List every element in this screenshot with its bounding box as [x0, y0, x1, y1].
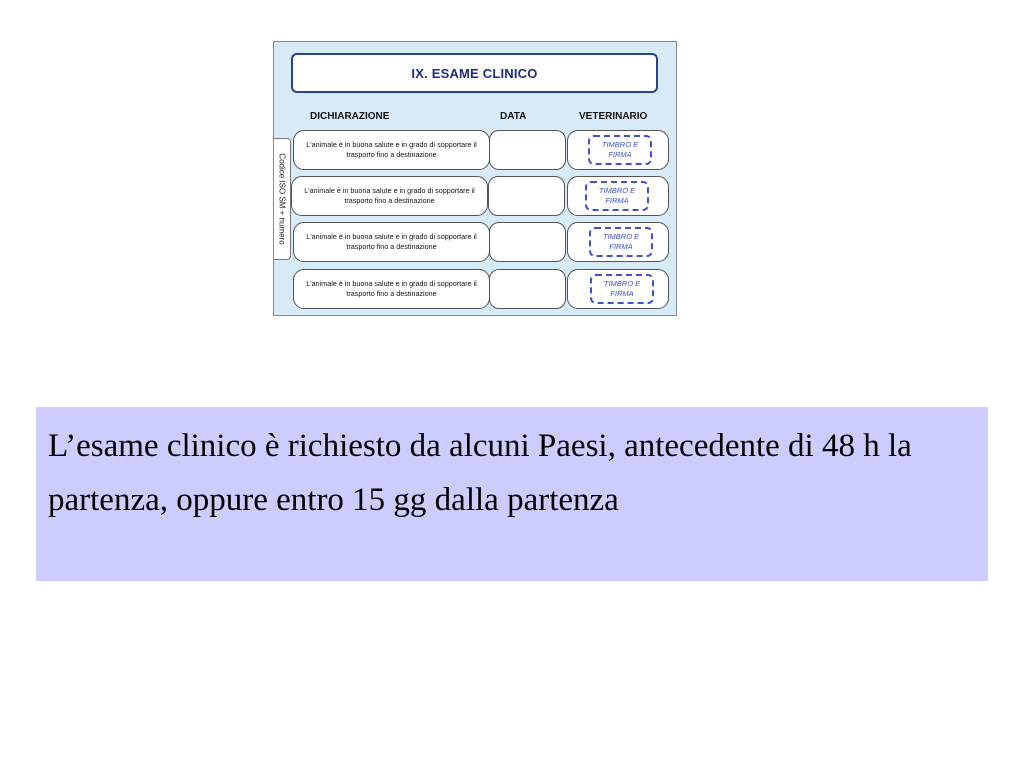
stamp-label: TIMBRO E FIRMA [603, 279, 641, 298]
declaration-text: L'animale è in buona salute e in grado di sopportare il trasporto fino a destinazione [304, 186, 475, 205]
form-title-box [291, 53, 658, 93]
date-cell [488, 176, 565, 216]
header-data: DATA [500, 111, 527, 122]
declaration-text: L'animale è in buona salute e in grado di sopportare il trasporto fino a destinazione [306, 232, 477, 251]
caption-text: L’esame clinico è richiesto da alcuni Paesi, antecedente di 48 h la partenza, oppure entro 15 gg dalla partenza [48, 428, 912, 518]
date-cell [489, 130, 566, 170]
declaration-cell [293, 130, 490, 170]
declaration-text: L'animale è in buona salute e in grado di sopportare il trasporto fino a destinazione [306, 279, 477, 298]
stamp-box [585, 181, 649, 211]
declaration-text: L'animale è in buona salute e in grado di sopportare il trasporto fino a destinazione [306, 140, 477, 159]
stamp-label: TIMBRO E FIRMA [601, 140, 639, 159]
form-row [274, 130, 678, 170]
caption-box [36, 407, 988, 581]
declaration-cell [291, 176, 488, 216]
form-title: IX. ESAME CLINICO [411, 65, 538, 81]
vet-cell [567, 176, 669, 216]
stamp-box [589, 227, 653, 257]
stamp-box [590, 274, 654, 304]
vet-cell [567, 269, 669, 309]
date-cell [489, 269, 566, 309]
form-row [274, 269, 678, 309]
stamp-box [588, 135, 652, 165]
side-tab-label: Codice ISO SM + numero [277, 153, 287, 245]
form-row [274, 176, 678, 216]
stamp-label: TIMBRO E FIRMA [598, 186, 636, 205]
vet-cell [567, 130, 669, 170]
form-row [274, 222, 678, 262]
header-dichiarazione: DICHIARAZIONE [310, 111, 390, 122]
vet-cell [567, 222, 669, 262]
date-cell [489, 222, 566, 262]
passport-form-figure [273, 41, 677, 316]
stamp-label: TIMBRO E FIRMA [602, 232, 640, 251]
declaration-cell [293, 269, 490, 309]
declaration-cell [293, 222, 490, 262]
header-veterinario: VETERINARIO [579, 111, 648, 122]
